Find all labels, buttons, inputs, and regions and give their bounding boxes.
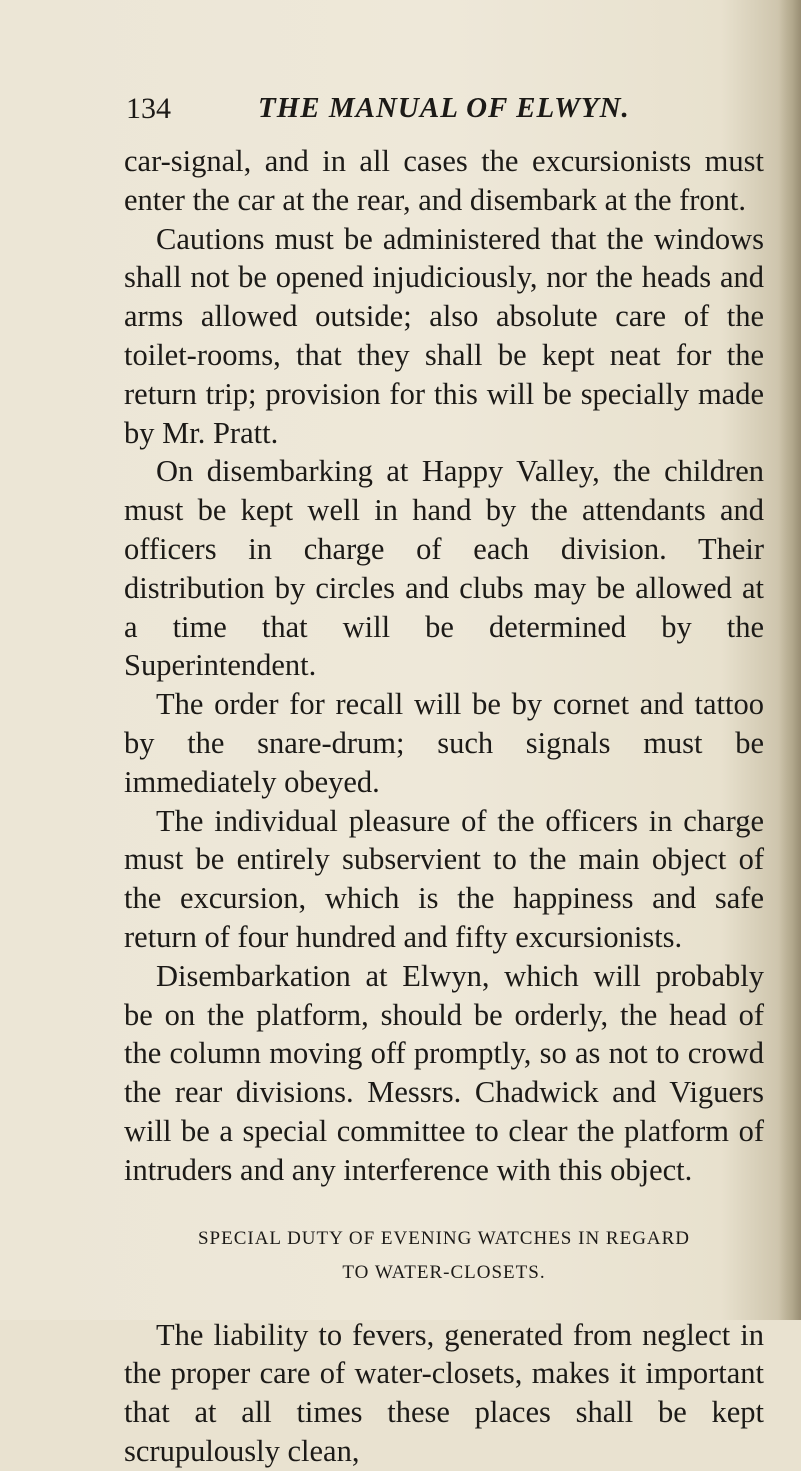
paragraph-continued: car-signal, and in all cases the excursionists must enter the car at the rear, and disembark at the front.	[124, 144, 764, 217]
section-heading-line: TO WATER-CLOSETS.	[342, 1261, 546, 1283]
paragraph: On disembarking at Happy Valley, the children must be kept well in hand by the attendants and officers in charge of each division. Their distribution by circles and clubs may be allowed at a time that will be determined by the Superintendent.	[124, 454, 764, 683]
paragraph: Cautions must be administered that the windows shall not be opened injudiciously, nor the heads and arms allowed outside; also absolute care of the toilet-rooms, that they shall be kept neat for the return trip; provision for this will be specially made by Mr. Pratt.	[124, 221, 764, 450]
body-text	[124, 142, 764, 1471]
page-number: 134	[126, 92, 171, 125]
section-paragraph: The liability to fevers, generated from neglect in the proper care of water-closets, makes it important that at all times these places shall be kept scrupulously clean,	[124, 1317, 764, 1468]
page-edge-shadow	[779, 0, 801, 1320]
section-heading	[124, 1222, 764, 1290]
paragraph: The individual pleasure of the officers in charge must be entirely subservient to the main object of the excursion, which is the happiness and safe return of four hundred and fifty excursionists.	[124, 803, 764, 954]
page-header	[126, 92, 726, 132]
running-head: THE MANUAL OF ELWYN.	[258, 92, 630, 124]
section-heading-line: SPECIAL DUTY OF EVENING WATCHES IN REGARD	[197, 1227, 691, 1249]
paragraph: The order for recall will be by cornet and tattoo by the snare-drum; such signals must be immediately obeyed.	[124, 687, 764, 799]
paragraph: Disembarkation at Elwyn, which will probably be on the platform, should be orderly, the head of the column moving off promptly, so as not to crowd the rear divisions. Messrs. Chadwick and Viguers will be a special committee to clear the platform of intruders and any interference with this object.	[124, 958, 764, 1187]
